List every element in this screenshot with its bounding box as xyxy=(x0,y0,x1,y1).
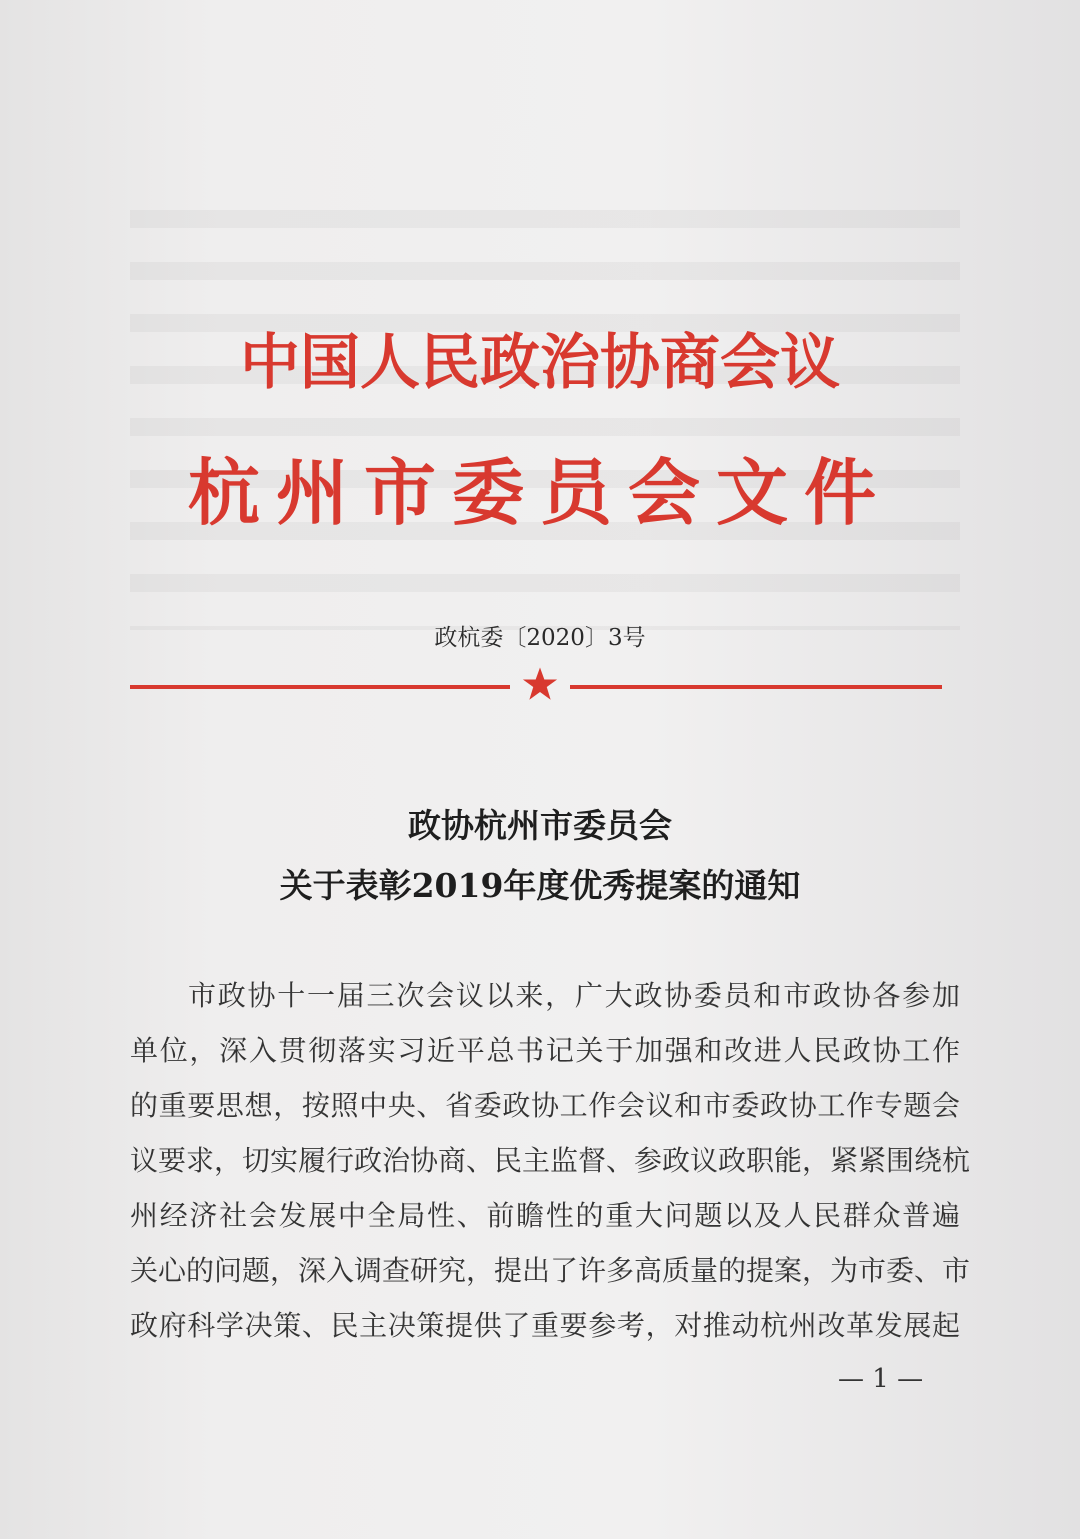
body-line: 关心的问题，深入调查研究，提出了许多高质量的提案，为市委、市 xyxy=(130,1254,971,1287)
body-line: 单位，深入贯彻落实习近平总书记关于加强和改进人民政协工作 xyxy=(130,1034,960,1067)
page-number: — 1 — xyxy=(838,1364,924,1394)
red-divider-left xyxy=(130,685,510,689)
issuing-org-line1: 中国人民政治协商会议 xyxy=(240,328,840,398)
notice-title-line2: 关于表彰2019年度优秀提案的通知 xyxy=(279,866,801,905)
body-line: 议要求，切实履行政治协商、民主监督、参政议政职能，紧紧围绕杭 xyxy=(130,1144,971,1177)
body-line: 市政协十一届三次会议以来，广大政协委员和市政协各参加 xyxy=(188,979,960,1012)
notice-title-line1: 政协杭州市委员会 xyxy=(408,806,672,845)
body-line: 政府科学决策、民主决策提供了重要参考，对推动杭州改革发展起 xyxy=(130,1309,960,1342)
red-divider-right xyxy=(570,685,942,689)
body-line: 州经济社会发展中全局性、前瞻性的重大问题以及人民群众普遍 xyxy=(130,1199,960,1232)
body-line: 的重要思想，按照中央、省委政协工作会议和市委政协工作专题会 xyxy=(130,1089,960,1122)
bleed-through-texture xyxy=(130,210,960,630)
document-number: 政杭委〔2020〕3号 xyxy=(434,625,646,651)
issuing-org-line2: 杭州市委员会文件 xyxy=(187,450,892,535)
star-icon xyxy=(522,666,558,702)
